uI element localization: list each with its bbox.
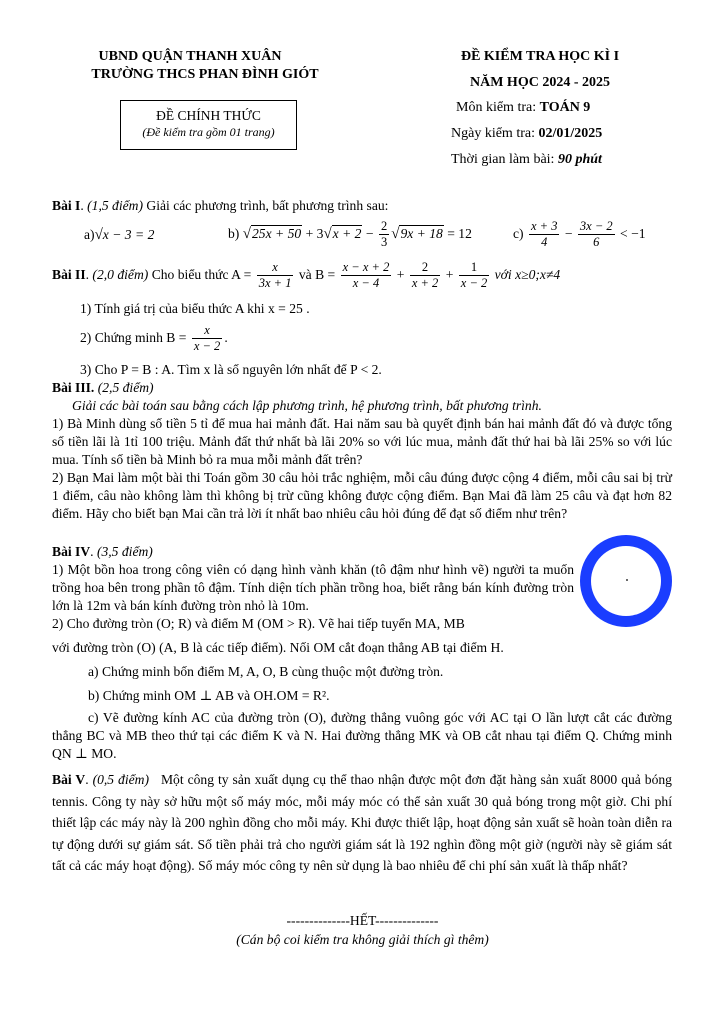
bai3-points: (2,5 điểm) bbox=[97, 380, 154, 395]
bai2-q2-prefix: 2) Chứng minh B = bbox=[80, 330, 190, 345]
school-authority: UBND QUẬN THANH XUÂN bbox=[98, 49, 282, 64]
bai1-b-rhs: = 12 bbox=[443, 226, 472, 241]
center-point bbox=[626, 579, 628, 581]
bai4-question-c: c) Vẽ đường kính AC của đường tròn (O), đường thẳng vuông góc với AC tại O lần lượt cắt các đường thẳng BC và MB theo thứ tại các điểm K và N. Hai đường thẳng MK và OB cắt nhau tại điểm Q. Chứng minh QN ⊥ MO. bbox=[52, 710, 672, 761]
bai5: Bài V. (0,5 điểm) Một công ty sản xuất dụng cụ thể thao nhận được một đơn đặt hàng sản xuất 8000 quả bóng tennis. Công ty này sở hữu một số máy móc, mỗi máy móc có thể sản xuất 30 quả bóng trong một giờ. Chi phí thiết lập các máy này là 200 nghìn đồng cho mỗi máy. Khi được thiết lập, hoạt động sản xuất sẽ hoàn toàn diễn ra tự động dưới sự giám sát. Số tiền phải trả cho người giám sát là 192 nghìn đồng một giờ (người này sẽ giám sát tất cả các máy hoạt động). Số máy móc công ty nên sử dụng là bao nhiêu để chi phí sản xuất là thấp nhất? bbox=[52, 772, 672, 873]
bai4-problem2-line1: 2) Cho đường tròn (O; R) và điểm M (OM > R). Vẽ hai tiếp tuyến MA, MB bbox=[52, 616, 465, 631]
bai2-b-fraction3: $\frac{1}{x - 2}$ bbox=[460, 260, 488, 291]
bai2-b-fraction2: $\frac{2}{x + 2}$ bbox=[411, 260, 439, 291]
bai1-c-fraction2: $\frac{3x - 2}{6}$ bbox=[579, 219, 613, 250]
official-box bbox=[120, 100, 297, 150]
bai3-title: Bài III. bbox=[52, 380, 95, 395]
subject-label: Môn kiểm tra: bbox=[456, 100, 540, 115]
bai1-a-label: a) bbox=[84, 227, 95, 242]
bai2-b-fraction1: $\frac{x - x + 2}{x - 4}$ bbox=[342, 260, 390, 291]
bai4-points: (3,5 điểm) bbox=[96, 544, 153, 559]
bai2-prompt: Cho biểu thức A = bbox=[148, 267, 255, 282]
subject-value: TOÁN 9 bbox=[539, 100, 591, 115]
official-note: (Đề kiểm tra gồm 01 trang) bbox=[142, 125, 275, 139]
exam-title: ĐỀ KIỂM TRA HỌC KÌ I bbox=[460, 49, 620, 64]
bai3-instruction: Giải các bài toán sau bằng cách lập phương trình, hệ phương trình, bất phương trình. bbox=[72, 398, 542, 413]
bai1-a: a)√x − 3 = 2 bbox=[84, 227, 155, 243]
bai2-a-fraction: $\frac{x}{3x + 1}$ bbox=[258, 260, 292, 291]
bai1-c-rhs: < −1 bbox=[616, 226, 646, 241]
bai1-a-expr: x − 3 = 2 bbox=[102, 227, 155, 242]
date-label: Ngày kiểm tra: bbox=[451, 126, 539, 141]
school-year: NĂM HỌC 2024 - 2025 bbox=[470, 75, 610, 90]
bai1-b: b) √25x + 50 + 3√x + 2 − $\frac{2}{3}$ √9x + 18 = 12 bbox=[228, 219, 472, 250]
bai1-title: Bài I bbox=[52, 198, 81, 213]
bai4-question-a: a) Chứng minh bốn điểm M, A, O, B cùng thuộc một đường tròn. bbox=[88, 664, 444, 679]
bai1-b-radicand3: 9x + 18 bbox=[400, 226, 443, 241]
bai1-heading: Bài I. (1,5 điểm) Giải các phương trình, bất phương trình sau: bbox=[52, 198, 389, 213]
bai1-b-plus: + 3 bbox=[302, 226, 324, 241]
bai3-problem2: 2) Bạn Mai làm một bài thi Toán gồm 30 câu hỏi trắc nghiệm, mỗi câu đúng được cộng 4 điểm, mỗi câu sai bị trừ 1 điểm, câu nào không làm thì không bị trừ cũng không được cộng điểm. Bạn Mai đã làm 25 câu và đạt hơn 82 điểm. Hãy cho biết bạn Mai cần trả lời ít nhất bao nhiêu câu hỏi đúng để đạt số điểm như trên? bbox=[52, 470, 672, 521]
bai3-problem1: 1) Bà Minh dùng số tiền 5 tỉ để mua hai mảnh đất. Hai năm sau bà quyết định bán hai mảnh đất đó và được tổng số tiền lãi là 1tỉ 100 triệu. Mảnh đất thứ nhất bà lãi 20% so với lúc mua, mảnh đất thứ hai bà lãi 25% so với lúc mua. Tính số tiền bà Minh bỏ ra mua mỗi mảnh đất trên? bbox=[52, 416, 672, 467]
bai1-prompt: Giải các phương trình, bất phương trình sau: bbox=[143, 198, 389, 213]
bai1-points: (1,5 điểm) bbox=[87, 198, 144, 213]
bai2-and: và B = bbox=[295, 267, 339, 282]
bai5-text: Một công ty sản xuất dụng cụ thể thao nhận được một đơn đặt hàng sản xuất 8000 quả bóng tennis. Công ty này sở hữu một số máy móc, mỗi máy móc có thể sản xuất 30 quả bóng trong một giờ. Chi phí thiết lập các máy này là 200 nghìn đồng cho mỗi máy. Khi được thiết lập, hoạt động sản xuất sẽ hoàn toàn diễn ra tự động dưới sự giám sát. Số tiền phải trả cho người giám sát là 192 nghìn đồng một giờ (người này sẽ giám sát tất cả các máy hoạt động). Số máy móc công ty nên sử dụng là bao nhiêu để chi phí sản xuất là thấp nhất? bbox=[52, 772, 672, 873]
bai2-condition: với x≥0;x≠4 bbox=[491, 267, 561, 282]
bai2-q1: 1) Tính giá trị của biểu thức A khi x = 25 . bbox=[80, 301, 310, 316]
bai1-b-radicand2: x + 2 bbox=[332, 226, 362, 241]
bai1-b-minus: − bbox=[362, 226, 377, 241]
footer-note: (Cán bộ coi kiểm tra không giải thích gì thêm) bbox=[236, 932, 489, 947]
bai1-c: c) $\frac{x + 3}{4}$ − $\frac{3x - 2}{6}$ < −1 bbox=[513, 219, 646, 250]
bai2-q2: 2) Chứng minh B = $\frac{x}{x - 2}$ . bbox=[80, 323, 228, 354]
bai3-heading bbox=[52, 379, 154, 397]
time-value: 90 phút bbox=[557, 152, 602, 167]
date-line bbox=[451, 125, 602, 143]
bai1-b-label: b) bbox=[228, 226, 240, 241]
annulus-figure bbox=[579, 534, 673, 628]
bai2-points: (2,0 điểm) bbox=[92, 267, 149, 282]
time-label: Thời gian làm bài: bbox=[451, 152, 558, 167]
bai2-heading: Bài II. (2,0 điểm) Cho biểu thức A = $\frac{x}{3x + 1}$ và B = $\frac{x - x + 2}{x - 4}$ + $\frac{2}{x + 2}$ + $\frac{1}{x - 2}$ với x≥0;x≠4 bbox=[52, 260, 561, 291]
bai1-c-fraction1: $\frac{x + 3}{4}$ bbox=[530, 219, 558, 250]
inner-circle bbox=[591, 546, 661, 616]
bai5-title: Bài V bbox=[52, 772, 86, 787]
bai4-question-b: b) Chứng minh OM ⊥ AB và OH.OM = R². bbox=[88, 688, 330, 703]
bai4-title: Bài IV bbox=[52, 544, 91, 559]
bai5-points: (0,5 điểm) bbox=[92, 772, 150, 787]
bai2-title: Bài II bbox=[52, 267, 86, 282]
end-marker: --------------HẾT-------------- bbox=[286, 913, 439, 928]
subject-line bbox=[456, 99, 590, 117]
bai2-q2-fraction: $\frac{x}{x - 2}$ bbox=[193, 323, 221, 354]
time-line bbox=[451, 151, 602, 169]
bai1-b-fraction: $\frac{2}{3}$ bbox=[380, 219, 388, 250]
bai1-c-label: c) bbox=[513, 226, 524, 241]
bai4-problem2-line2: với đường tròn (O) (A, B là các tiếp điểm). Nối OM cắt đoạn thẳng AB tại điểm H. bbox=[52, 640, 504, 655]
bai2-q3: 3) Cho P = B : A. Tìm x là số nguyên lớn nhất để P < 2. bbox=[80, 362, 382, 377]
school-name: TRƯỜNG THCS PHAN ĐÌNH GIÓT bbox=[91, 67, 319, 82]
bai4-heading: Bài IV. (3,5 điểm) bbox=[52, 544, 153, 559]
bai1-b-radicand1: 25x + 50 bbox=[251, 226, 302, 241]
official-title: ĐỀ CHÍNH THỨC bbox=[156, 108, 261, 123]
bai4-problem1: 1) Một bồn hoa trong công viên có dạng hình vành khăn (tô đậm như hình vẽ) người ta muốn trồng hoa bên trong phần tô đậm. Tính diện tích phần trồng hoa, biết rằng bán kính đường tròn lớn là 12m và bán kính đường tròn nhỏ là 10m. bbox=[52, 562, 574, 613]
date-value: 02/01/2025 bbox=[538, 126, 603, 141]
